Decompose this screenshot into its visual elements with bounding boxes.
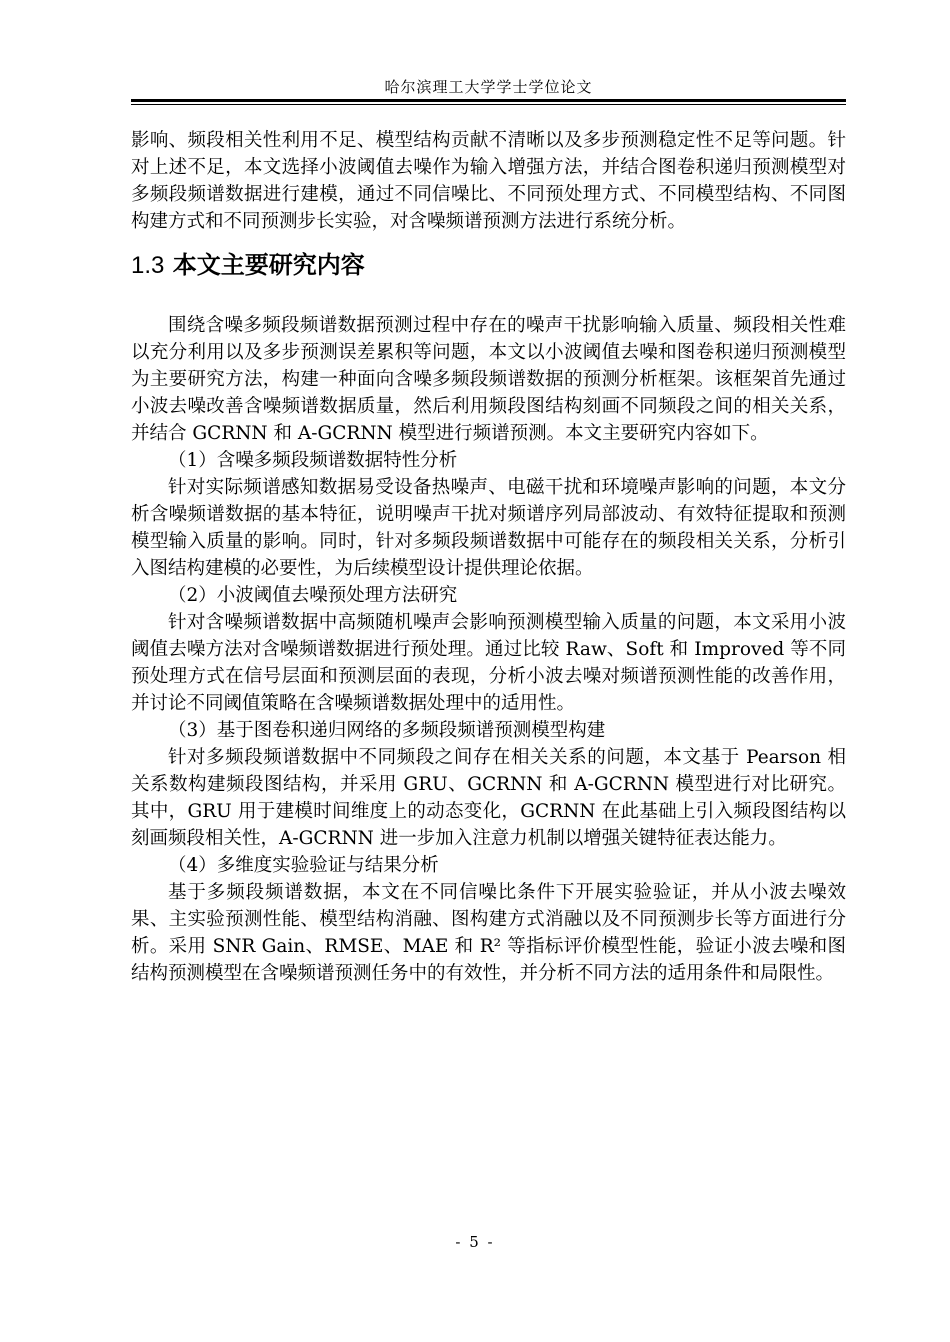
paragraph-1: 针对实际频谱感知数据易受设备热噪声、电磁干扰和环境噪声影响的问题，本文分析含噪频谱数据的基本特征，说明噪声干扰对频谱序列局部波动、有效特征提取和预测模型输入质量的影响。同时，针对多频段频谱数据中可能存在的频段相关关系，分析引入图结构建模的必要性，为后续模型设计提供理论依据。 [131,477,846,579]
section-title: 本文主要研究内容 [172,251,365,279]
paragraph-overview: 围绕含噪多频段频谱数据预测过程中存在的噪声干扰影响输入质量、频段相关性难以充分利用以及多步预测误差累积等问题，本文以小波阈值去噪和图卷积递归预测模型为主要研究方法，构建一种面向含噪多频段频谱数据的预测分析框架。该框架首先通过小波去噪改善含噪频谱数据质量，然后利用频段图结构刻画不同频段之间的相关关系，并结合 GCRNN 和 A-GCRNN 模型进行频谱预测。本文主要研究内容如下。 [131,315,846,444]
running-header: 哈尔滨理工大学学士学位论文 [384,78,593,96]
subheading-4: （4）多维度实验验证与结果分析 [168,855,439,876]
page-body [131,127,846,987]
intro-paragraph: 影响、频段相关性利用不足、模型结构贡献不清晰以及多步预测稳定性不足等问题。针对上述不足，本文选择小波阈值去噪作为输入增强方法，并结合图卷积递归预测模型对多频段频谱数据进行建模，通过不同信噪比、不同预处理方式、不同模型结构、不同图构建方式和不同预测步长实验，对含噪频谱预测方法进行系统分析。 [131,130,846,232]
section-heading [131,249,846,282]
subheading-1: （1）含噪多频段频谱数据特性分析 [168,450,458,471]
page-number: - 5 - [455,1233,495,1251]
subheading-2: （2）小波阈值去噪预处理方法研究 [168,585,458,606]
header-rule-thick [131,99,846,102]
paragraph-4: 基于多频段频谱数据，本文在不同信噪比条件下开展实验验证，并从小波去噪效果、主实验预测性能、模型结构消融、图构建方式消融以及不同预测步长等方面进行分析。采用 SNR Gain、RMSE、MAE 和 R² 等指标评价模型性能，验证小波去噪和图结构预测模型在含噪频谱预测任务中的有效性，并分析不同方法的适用条件和局限性。 [131,882,846,984]
section-number: 1.3 [131,252,165,279]
subheading-3: （3）基于图卷积递归网络的多频段频谱预测模型构建 [168,720,606,741]
paragraph-3: 针对多频段频谱数据中不同频段之间存在相关关系的问题，本文基于 Pearson 相关系数构建频段图结构，并采用 GRU、GCRNN 和 A-GCRNN 模型进行对比研究。其中，GRU 用于建模时间维度上的动态变化，GCRNN 在此基础上引入频段图结构以刻画频段相关性，A-GCRNN 进一步加入注意力机制以增强关键特征表达能力。 [131,747,846,849]
paragraph-2: 针对含噪频谱数据中高频随机噪声会影响预测模型输入质量的问题，本文采用小波阈值去噪方法对含噪频谱数据进行预处理。通过比较 Raw、Soft 和 Improved 等不同预处理方式在信号层面和预测层面的表现，分析小波去噪对频谱预测性能的改善作用，并讨论不同阈值策略在含噪频谱数据处理中的适用性。 [131,612,846,714]
header-rule-thin [131,104,846,105]
